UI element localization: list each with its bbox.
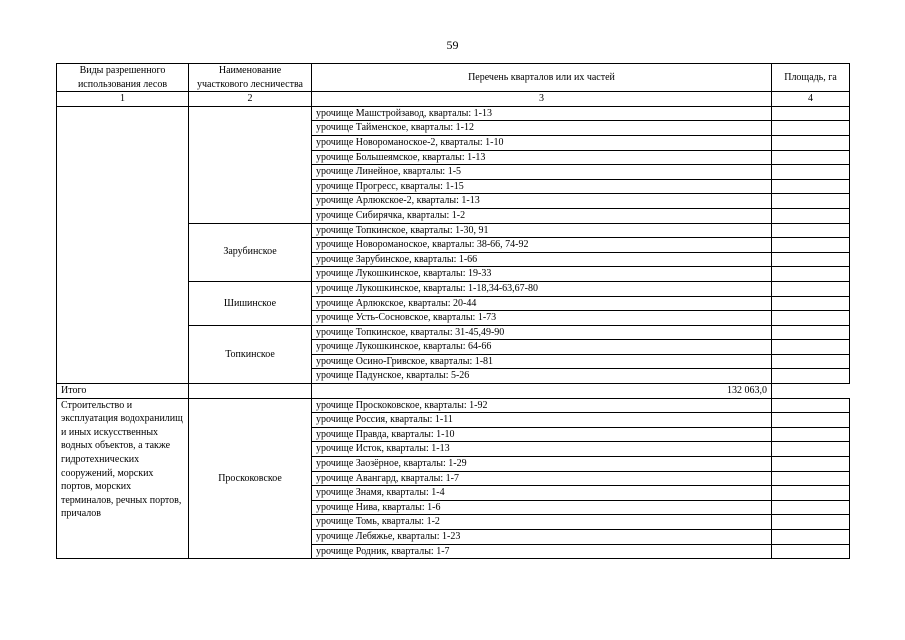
quarters-cell: урочище Арлюкское, кварталы: 20-44 [312,296,772,311]
total-label: Итого [57,384,189,399]
column-number-4: 4 [772,92,850,107]
area-cell [772,369,850,384]
forestry-cell: Зарубинское [189,223,312,281]
quarters-cell: урочище Правда, кварталы: 1-10 [312,427,772,442]
quarters-cell: урочище Лебяжье, кварталы: 1-23 [312,530,772,545]
column-number-3: 3 [312,92,772,107]
quarters-cell: урочище Зарубинское, кварталы: 1-66 [312,252,772,267]
area-cell [772,267,850,282]
area-cell [772,311,850,326]
quarters-cell: урочище Авангард, кварталы: 1-7 [312,471,772,486]
quarters-cell: урочище Лукошкинское, кварталы: 64-66 [312,340,772,355]
quarters-cell: урочище Большеямское, кварталы: 1-13 [312,150,772,165]
area-cell [772,340,850,355]
quarters-cell: урочище Прогресс, кварталы: 1-15 [312,179,772,194]
area-cell [772,223,850,238]
area-cell [772,150,850,165]
quarters-cell: урочище Усть-Сосновское, кварталы: 1-73 [312,311,772,326]
area-cell [772,413,850,428]
page-number: 59 [446,38,459,52]
quarters-cell: урочище Заозёрное, кварталы: 1-29 [312,457,772,472]
area-cell [772,325,850,340]
area-cell [772,442,850,457]
quarters-cell: урочище Нива, кварталы: 1-6 [312,500,772,515]
quarters-cell: урочище Лукошкинское, кварталы: 19-33 [312,267,772,282]
column-number-1: 1 [57,92,189,107]
area-cell [772,121,850,136]
area-cell [772,471,850,486]
area-cell [772,238,850,253]
quarters-cell: урочище Лукошкинское, кварталы: 1-18,34-63,67-80 [312,281,772,296]
table-row [57,106,850,121]
area-cell [772,544,850,559]
area-cell [772,515,850,530]
column-number-row [57,92,850,107]
quarters-cell: урочище Проскоковское, кварталы: 1-92 [312,398,772,413]
area-cell [772,135,850,150]
area-cell [772,427,850,442]
area-cell [772,179,850,194]
header-quarters-list: Перечень кварталов или их частей [312,64,772,92]
forestry-cell [189,106,312,223]
quarters-cell: урочище Падунское, кварталы: 5-26 [312,369,772,384]
area-cell [772,530,850,545]
forest-usage-table [56,63,850,559]
quarters-cell: урочище Топкинское, кварталы: 1-30, 91 [312,223,772,238]
forestry-cell: Шишинское [189,281,312,325]
quarters-cell: урочище Исток, кварталы: 1-13 [312,442,772,457]
quarters-cell: урочище Сибирячка, кварталы: 1-2 [312,208,772,223]
area-cell [772,106,850,121]
area-cell [772,457,850,472]
area-cell [772,252,850,267]
quarters-cell: урочище Линейное, кварталы: 1-5 [312,165,772,180]
header-row [57,64,850,92]
forestry-cell: Проскоковское [189,398,312,559]
forestry-cell: Топкинское [189,325,312,383]
quarters-cell: урочище Новороманоское, кварталы: 38-66, 74-92 [312,238,772,253]
quarters-cell: урочище Родник, кварталы: 1-7 [312,544,772,559]
area-cell [772,194,850,209]
header-forestry-name: Наименование участкового лесничества [189,64,312,92]
area-cell [772,486,850,501]
quarters-cell: урочище Топкинское, кварталы: 31-45,49-90 [312,325,772,340]
total-row [57,384,850,399]
quarters-cell: урочище Россия, кварталы: 1-11 [312,413,772,428]
header-usage-type: Виды разрешенного использования лесов [57,64,189,92]
column-number-2: 2 [189,92,312,107]
quarters-cell: урочище Томь, кварталы: 1-2 [312,515,772,530]
area-cell [772,296,850,311]
usage-type-cell-empty [57,106,189,383]
area-cell [772,165,850,180]
table-row [57,398,850,413]
area-cell [772,500,850,515]
quarters-cell: урочище Знамя, кварталы: 1-4 [312,486,772,501]
quarters-cell: урочище Арлюкское-2, кварталы: 1-13 [312,194,772,209]
usage-type-cell: Строительство и эксплуатация водохранилищ и иных искусственных водных объектов, а также гидротехнических сооружений, морских портов, морских терминалов, речных портов, причалов [57,398,189,559]
total-quarters-cell [189,384,312,399]
header-area: Площадь, га [772,64,850,92]
quarters-cell: урочище Осино-Гривское, кварталы: 1-81 [312,354,772,369]
quarters-cell: урочище Машстройзавод, кварталы: 1-13 [312,106,772,121]
quarters-cell: урочище Новороманоское-2, кварталы: 1-10 [312,135,772,150]
area-cell [772,281,850,296]
area-cell [772,354,850,369]
area-cell [772,398,850,413]
quarters-cell: урочище Тайменское, кварталы: 1-12 [312,121,772,136]
area-cell [772,208,850,223]
total-area: 132 063,0 [312,384,772,399]
